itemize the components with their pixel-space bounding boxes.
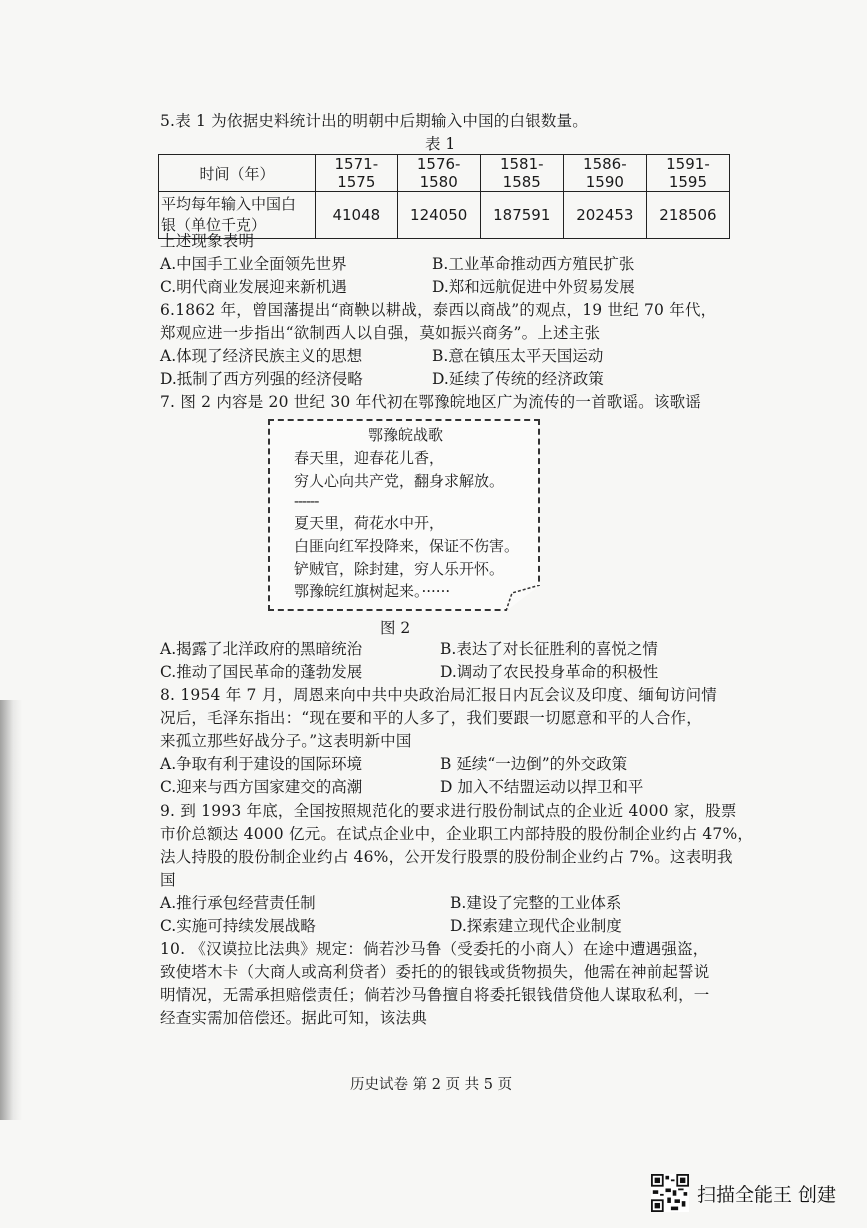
figure-caption: 图 2: [380, 619, 411, 637]
q9-line-1: 9. 到 1993 年底，全国按照规范化的要求进行股份制试点的企业近 4000 家，股票: [160, 802, 737, 820]
song-title: 鄂豫皖战歌: [368, 426, 444, 444]
q8-option-a: A.争取有利于建设的国际环境: [160, 755, 363, 773]
q5-option-d: D.郑和远航促进中外贸易发展: [432, 278, 635, 296]
song-line: 夏天里，荷花水中开，: [294, 514, 445, 532]
q9-line-3: 法人持股的股份制企业约占 46%，公开发行股票的股份制企业约占 7%。这表明我: [160, 848, 733, 866]
table-period-5: 1591-1595: [646, 155, 729, 192]
scan-page-edge-shadow: [0, 700, 22, 1120]
table-period-2: 1576-1580: [397, 155, 480, 192]
song-line: 白匪向红军投降来，保证不伤害。: [294, 537, 520, 555]
q8-option-c: C.迎来与西方国家建交的高潮: [160, 778, 363, 796]
table-value-2: 124050: [397, 192, 480, 239]
q6-option-c: D.抵制了西方列强的经济侵略: [160, 370, 363, 388]
q6-line-2: 郑观应进一步指出“欲制西人以自强，莫如振兴商务”。上述主张: [160, 324, 601, 342]
song-line: 穷人心向共产党，翻身求解放。: [294, 472, 505, 490]
table-header-label: 时间（年）: [159, 155, 316, 192]
table-row-label-line1: 平均每年输入中国白: [161, 195, 297, 213]
q10-line-2: 致使塔木卡（大商人或高利贷者）委托的的银钱或货物损失，他需在神前起誓说: [160, 963, 710, 981]
q6-line-1: 6.1862 年，曾国藩提出“商鞅以耕战，泰西以商战”的观点，19 世纪 70 年代，: [160, 301, 717, 319]
q10-line-4: 经查实需加倍偿还。据此可知，该法典: [160, 1009, 427, 1027]
q6-option-d: D.延续了传统的经济政策: [432, 370, 604, 388]
table-value-4: 202453: [563, 192, 646, 239]
qr-code-icon: [651, 1174, 689, 1212]
scanner-watermark-text: 扫描全能王 创建: [697, 1183, 837, 1206]
page-curl-icon: [506, 585, 540, 611]
q9-line-2: 市价总额达 4000 亿元。在试点企业中，企业职工内部持股的股份制企业约占 47%，: [160, 825, 754, 843]
table-value-3: 187591: [480, 192, 563, 239]
song-line: 铲贼官，除封建，穷人乐开怀。: [294, 560, 505, 578]
q7-option-d: D.调动了农民投身革命的积极性: [440, 663, 659, 681]
q6-option-b: B.意在镇压太平天国运动: [432, 347, 604, 365]
q9-option-a: A.推行承包经营责任制: [160, 894, 316, 912]
table-period-1: 1571-1575: [316, 155, 398, 192]
table-row-label-line2: 银（单位千克）: [161, 216, 267, 234]
table-value-1: 41048: [316, 192, 398, 239]
table-period-4: 1586-1590: [563, 155, 646, 192]
q9-option-d: D.探索建立现代企业制度: [450, 917, 622, 935]
q8-line-2: 况后，毛泽东指出：“现在要和平的人多了，我们要跟一切愿意和平的人合作，: [160, 709, 702, 727]
q5-stem: 5.表 1 为依据史料统计出的明朝中后期输入中国的白银数量。: [160, 112, 589, 130]
table-header-row: [159, 155, 730, 192]
q7-option-c: C.推动了国民革命的蓬勃发展: [160, 663, 363, 681]
q5-option-a: A.中国手工业全面领先世界: [160, 255, 347, 273]
q10-line-1: 10. 《汉谟拉比法典》规定：倘若沙马鲁（受委托的小商人）在途中遭遇强盗，: [160, 940, 709, 958]
q7-option-a: A.揭露了北洋政府的黑暗统治: [160, 640, 363, 658]
q8-option-d: D 加入不结盟运动以捍卫和平: [440, 778, 644, 796]
song-line: 鄂豫皖红旗树起来。······: [294, 582, 451, 600]
q5-prompt: 上述现象表明: [160, 232, 255, 250]
q8-line-1: 8. 1954 年 7 月，周恩来向中共中央政治局汇报日内瓦会议及印度、缅甸访问情: [160, 686, 718, 704]
song-ellipsis: ------: [294, 492, 319, 510]
q5-option-c: C.明代商业发展迎来新机遇: [160, 278, 347, 296]
page-footer: 历史试卷 第 2 页 共 5 页: [350, 1077, 513, 1093]
table-period-3: 1581-1585: [480, 155, 563, 192]
q5-option-b: B.工业革命推动西方殖民扩张: [432, 255, 635, 273]
song-line: 春天里，迎春花儿香，: [294, 449, 445, 467]
q9-option-b: B.建设了完整的工业体系: [450, 894, 622, 912]
q7-stem: 7. 图 2 内容是 20 世纪 30 年代初在鄂豫皖地区广为流传的一首歌谣。该歌谣: [160, 393, 701, 411]
table-value-5: 218506: [646, 192, 729, 239]
q9-option-c: C.实施可持续发展战略: [160, 917, 316, 935]
q8-line-3: 来孤立那些好战分子。”这表明新中国: [160, 732, 412, 750]
q6-option-a: A.体现了经济民族主义的思想: [160, 347, 363, 365]
scanner-watermark: [651, 1174, 836, 1212]
q8-option-b: B 延续“一边倒”的外交政策: [440, 755, 628, 773]
q7-option-b: B.表达了对长征胜利的喜悦之情: [440, 640, 658, 658]
table-caption: 表 1: [425, 135, 456, 153]
silver-import-table: [158, 154, 730, 239]
q10-line-3: 明情况，无需承担赔偿责任；倘若沙马鲁擅自将委托银钱借贷他人谋取私利，一: [160, 986, 710, 1004]
q9-line-4: 国: [160, 871, 176, 889]
